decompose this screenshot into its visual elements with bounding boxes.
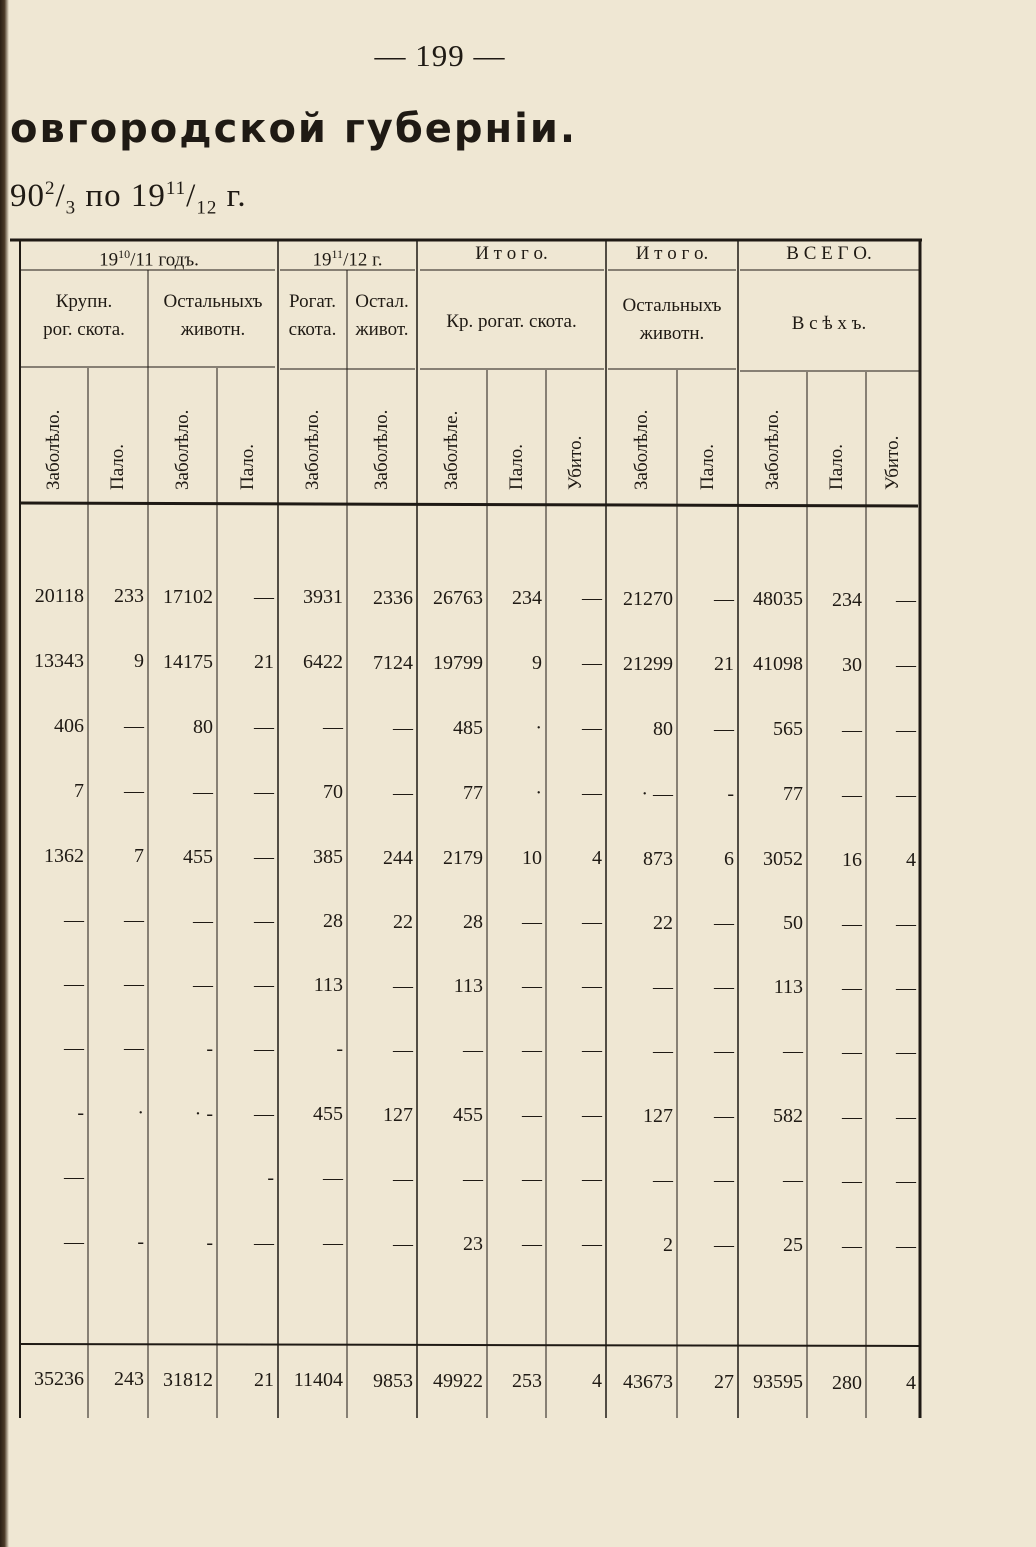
table-cell: — bbox=[254, 715, 274, 738]
table-cell: — bbox=[783, 1040, 803, 1063]
table-cell: — bbox=[193, 909, 213, 932]
table-cell: — bbox=[124, 1037, 144, 1060]
table-cell: — bbox=[714, 976, 734, 998]
table-cell: · bbox=[535, 717, 542, 740]
subheading-slash-1: / bbox=[55, 178, 66, 214]
table-cell: — bbox=[254, 845, 274, 868]
table-cell: — bbox=[714, 1169, 734, 1191]
table-cell: — bbox=[582, 717, 602, 740]
subheading-end: г. bbox=[217, 178, 247, 214]
table-cell: 21 bbox=[714, 653, 734, 675]
total-cell: 21 bbox=[254, 1368, 274, 1391]
table-cell: 21270 bbox=[623, 587, 673, 610]
table-cell: — bbox=[842, 1040, 862, 1063]
total-cell: 11404 bbox=[293, 1369, 343, 1392]
table-cell: — bbox=[254, 1037, 274, 1060]
column-header: Пало. bbox=[107, 443, 128, 490]
page-heading: овгородской губерніи. bbox=[10, 106, 578, 152]
group-header-year: 19 bbox=[99, 249, 119, 271]
total-cell: 35236 bbox=[34, 1368, 84, 1390]
table-cell: — bbox=[463, 1038, 483, 1061]
table-cell: — bbox=[582, 782, 602, 805]
table-cell: 234 bbox=[512, 587, 542, 610]
total-cell: 31812 bbox=[163, 1368, 213, 1391]
table-cell: — bbox=[783, 1169, 803, 1192]
table-cell: — bbox=[842, 912, 862, 935]
subgroup-header bbox=[606, 292, 738, 348]
table-cell: 28 bbox=[323, 910, 343, 933]
table-cell: 2 bbox=[663, 1233, 673, 1256]
subgroup-line: Остальныхъ bbox=[622, 295, 722, 316]
table-cell: — bbox=[653, 1039, 673, 1062]
table-cell: 406 bbox=[54, 715, 84, 737]
table-cell: — bbox=[896, 912, 916, 935]
table-cell: 48035 bbox=[753, 588, 803, 611]
table-cell: — bbox=[193, 973, 213, 996]
table-cell: — bbox=[896, 783, 916, 806]
table-cell: 127 bbox=[643, 1104, 673, 1127]
table-cell: — bbox=[522, 911, 542, 934]
subheading-text: по 19 bbox=[76, 178, 166, 214]
subgroup-line: Крупн. bbox=[55, 291, 113, 312]
table-cell: 30 bbox=[842, 653, 862, 676]
table-cell: 26763 bbox=[433, 586, 483, 609]
table-cell: · - bbox=[194, 1102, 213, 1125]
table-cell: 3931 bbox=[303, 586, 343, 609]
table-cell: — bbox=[64, 1037, 84, 1059]
table-cell: — bbox=[254, 585, 274, 608]
table-cell: 385 bbox=[313, 846, 343, 869]
column-header: Пало. bbox=[696, 443, 718, 490]
table-cell: - bbox=[267, 1166, 274, 1189]
subheading-slash-2: / bbox=[186, 178, 197, 214]
group-header-year-sup: 10 bbox=[118, 247, 131, 261]
subheading-sub-1: 3 bbox=[65, 197, 77, 219]
column-header: Убито. bbox=[882, 435, 903, 490]
statistics-table bbox=[10, 238, 922, 1418]
column-header: Заболѣло. bbox=[301, 409, 323, 490]
table-cell: — bbox=[64, 909, 84, 931]
group-header-total-other: И т о г о. bbox=[635, 243, 709, 264]
group-header-total-cattle: И т о г о. bbox=[475, 243, 548, 264]
column-header: Убито. bbox=[565, 435, 586, 490]
column-header: Заболѣло. bbox=[761, 409, 783, 490]
table-cell: · — bbox=[641, 782, 673, 805]
table-cell: 80 bbox=[653, 717, 673, 740]
subgroup-header bbox=[148, 288, 278, 344]
table-cell: — bbox=[463, 1167, 483, 1190]
table-cell: — bbox=[124, 973, 144, 996]
table-cell: 233 bbox=[114, 585, 144, 608]
subgroup-line: Остал. bbox=[355, 291, 409, 312]
table-cell: — bbox=[393, 974, 413, 997]
page-binding-edge bbox=[0, 0, 9, 1547]
table-cell: 7 bbox=[134, 845, 144, 868]
subgroup-line: скота. bbox=[288, 319, 337, 340]
table-cell: — bbox=[842, 1234, 862, 1257]
table-cell: 28 bbox=[463, 910, 483, 933]
table-cell: 77 bbox=[463, 781, 483, 804]
table-cell: — bbox=[254, 780, 274, 803]
total-cell: 4 bbox=[906, 1371, 916, 1394]
subgroup-line: животн. bbox=[180, 319, 246, 340]
table-cell: — bbox=[842, 976, 862, 999]
total-cell: 43673 bbox=[623, 1370, 673, 1393]
table-cell: 9 bbox=[134, 650, 144, 673]
table-cell: - bbox=[77, 1102, 84, 1124]
total-cell: 243 bbox=[114, 1368, 144, 1391]
table-cell: — bbox=[522, 1168, 542, 1191]
subheading-sub-2: 12 bbox=[196, 197, 218, 219]
table-cell: 4 bbox=[592, 847, 602, 870]
table-cell: 21 bbox=[254, 650, 274, 673]
table-cell: 3052 bbox=[763, 848, 803, 871]
table-cell: 9 bbox=[532, 652, 542, 675]
table-cell: — bbox=[896, 1040, 916, 1063]
table-cell: — bbox=[393, 1232, 413, 1255]
table-cell: — bbox=[522, 1039, 542, 1062]
table-cell: 873 bbox=[643, 847, 673, 870]
table-cell: · bbox=[137, 1102, 144, 1125]
subheading-sup-2: 11 bbox=[165, 178, 187, 199]
table-cell: — bbox=[64, 1231, 84, 1253]
table-cell: — bbox=[714, 588, 734, 610]
table-cell: — bbox=[124, 909, 144, 932]
table-cell: — bbox=[124, 715, 144, 738]
table-cell: 13343 bbox=[34, 650, 84, 672]
column-header: Заболѣло. bbox=[630, 409, 652, 490]
table-cell: 22 bbox=[653, 911, 673, 934]
table-cell: — bbox=[254, 909, 274, 932]
table-cell: 2336 bbox=[373, 586, 413, 609]
column-header: Заболѣле. bbox=[441, 410, 462, 490]
group-header-grand-total: В С Е Г О. bbox=[786, 243, 872, 264]
table-cell: 455 bbox=[453, 1103, 483, 1126]
table-cell: 455 bbox=[313, 1103, 343, 1126]
table-cell: - bbox=[727, 783, 734, 805]
table-cell: 21299 bbox=[623, 652, 673, 675]
table-cell: — bbox=[653, 1168, 673, 1191]
table-cell: — bbox=[896, 976, 916, 999]
table-cell: · bbox=[535, 782, 542, 805]
table-cell: — bbox=[393, 1167, 413, 1190]
subgroup-line: Кр. рогат. скота. bbox=[446, 311, 577, 332]
subheading-year-start: 90 bbox=[10, 178, 45, 214]
table-cell: — bbox=[714, 1040, 734, 1062]
table-cell: 2179 bbox=[443, 846, 483, 869]
total-cell: 280 bbox=[832, 1371, 862, 1394]
table-cell: 127 bbox=[383, 1103, 413, 1126]
table-cell: — bbox=[582, 1168, 602, 1191]
page-number: — 199 — bbox=[374, 38, 506, 73]
table-cell: 80 bbox=[193, 715, 213, 738]
table-cell: — bbox=[842, 718, 862, 741]
column-header: Пало. bbox=[825, 443, 847, 490]
table-cell: 485 bbox=[453, 716, 483, 739]
table-cell: 19799 bbox=[433, 651, 483, 674]
table-cell: — bbox=[896, 1105, 916, 1128]
table-cell: — bbox=[323, 1232, 343, 1255]
total-cell: 27 bbox=[714, 1371, 734, 1393]
subgroup-line: Остальныхъ bbox=[163, 291, 263, 312]
subgroup-header bbox=[278, 288, 347, 344]
table-cell: 6422 bbox=[303, 651, 343, 674]
table-cell: — bbox=[323, 716, 343, 739]
subgroup-header bbox=[347, 288, 417, 344]
table-cell: 22 bbox=[393, 910, 413, 933]
table-cell: — bbox=[896, 1234, 916, 1257]
subgroup-line: В с ѣ х ъ. bbox=[791, 313, 867, 334]
column-header: Заболѣло. bbox=[43, 409, 64, 490]
group-header-year-rest: /11 годъ. bbox=[130, 249, 199, 271]
table-cell: — bbox=[714, 1105, 734, 1127]
subgroup-line: животн. bbox=[639, 323, 705, 344]
table-cell: 7 bbox=[74, 780, 84, 802]
subgroup-line: Рогат. bbox=[289, 291, 336, 312]
group-header-year: 19 bbox=[312, 249, 332, 271]
column-header: Заболѣло. bbox=[371, 409, 392, 490]
table-cell: — bbox=[323, 1167, 343, 1190]
table-cell: 113 bbox=[313, 974, 343, 997]
table-cell: 455 bbox=[183, 845, 213, 868]
table-cell: — bbox=[896, 1169, 916, 1192]
table-cell: — bbox=[582, 1039, 602, 1062]
table-cell: — bbox=[582, 1104, 602, 1127]
table-cell: - bbox=[206, 1037, 213, 1060]
group-header-year-sup: 11 bbox=[331, 247, 344, 261]
table-cell: — bbox=[714, 1234, 734, 1256]
table-cell: — bbox=[393, 716, 413, 739]
table-cell: — bbox=[254, 1102, 274, 1125]
table-cell: - bbox=[206, 1231, 213, 1254]
table-cell: — bbox=[124, 780, 144, 803]
table-cell: — bbox=[582, 652, 602, 675]
table-cell: 4 bbox=[906, 848, 916, 871]
table-cell: — bbox=[842, 1169, 862, 1192]
table-cell: — bbox=[522, 975, 542, 998]
table-cell: — bbox=[193, 780, 213, 803]
table-cell: 10 bbox=[522, 847, 542, 870]
table-cell: — bbox=[896, 653, 916, 676]
table-cell: — bbox=[393, 1038, 413, 1061]
table-cell: — bbox=[582, 911, 602, 934]
subgroup-header bbox=[20, 288, 148, 344]
table-cell: 70 bbox=[323, 781, 343, 804]
subgroup-line: живот. bbox=[355, 319, 409, 340]
group-header-1910-11 bbox=[20, 240, 278, 274]
total-cell: 253 bbox=[512, 1370, 542, 1393]
table-cell: 50 bbox=[783, 912, 803, 935]
table-cell: 244 bbox=[383, 846, 413, 869]
table-cell: 20118 bbox=[34, 585, 84, 607]
column-header: Заболѣло. bbox=[171, 409, 193, 490]
column-header: Пало. bbox=[236, 443, 258, 490]
period-subheading bbox=[10, 178, 247, 220]
table-cell: - bbox=[336, 1038, 343, 1061]
table-cell: 234 bbox=[832, 588, 862, 611]
table-cell: — bbox=[714, 718, 734, 740]
subgroup-header bbox=[738, 310, 920, 338]
table-cell: 41098 bbox=[753, 653, 803, 676]
subgroup-header bbox=[417, 308, 606, 336]
table-cell: 16 bbox=[842, 848, 862, 871]
column-header: Пало. bbox=[505, 443, 527, 490]
table-cell: — bbox=[842, 783, 862, 806]
table-cell: 25 bbox=[783, 1234, 803, 1257]
table-cell: 7124 bbox=[373, 651, 413, 674]
table-cell: — bbox=[254, 973, 274, 996]
table-cell: 1362 bbox=[44, 845, 84, 867]
table-cell: — bbox=[582, 1233, 602, 1256]
table-cell: — bbox=[582, 975, 602, 998]
table-cell: 23 bbox=[463, 1232, 483, 1255]
table-cell: — bbox=[896, 588, 916, 611]
table-cell: — bbox=[393, 781, 413, 804]
table-cell: — bbox=[714, 912, 734, 934]
table-cell: — bbox=[896, 718, 916, 741]
table-cell: - bbox=[137, 1231, 144, 1254]
table-cell: 582 bbox=[773, 1105, 803, 1128]
group-header-1911-12 bbox=[278, 240, 417, 274]
total-cell: 9853 bbox=[373, 1369, 413, 1392]
table-cell: — bbox=[842, 1105, 862, 1128]
subheading-sup-1: 2 bbox=[45, 178, 56, 199]
total-cell: 4 bbox=[592, 1370, 602, 1393]
table-cell: 113 bbox=[453, 974, 483, 997]
table-cell: — bbox=[653, 975, 673, 998]
table-cell: — bbox=[582, 587, 602, 610]
table-cell: 77 bbox=[783, 783, 803, 806]
subgroup-line: рог. скота. bbox=[43, 319, 125, 340]
table-cell: 565 bbox=[773, 718, 803, 741]
table-cell: 6 bbox=[724, 848, 734, 870]
group-header-year-rest: /12 г. bbox=[343, 249, 383, 271]
total-cell: 49922 bbox=[433, 1369, 483, 1392]
table-cell: — bbox=[64, 973, 84, 995]
table-cell: 17102 bbox=[163, 585, 213, 608]
table-cell: 14175 bbox=[163, 650, 213, 673]
table-cell: — bbox=[522, 1233, 542, 1256]
total-cell: 93595 bbox=[753, 1371, 803, 1394]
table-cell: — bbox=[522, 1104, 542, 1127]
table-cell: — bbox=[64, 1166, 84, 1188]
table-cell: — bbox=[254, 1231, 274, 1254]
table-cell: 113 bbox=[773, 976, 803, 999]
